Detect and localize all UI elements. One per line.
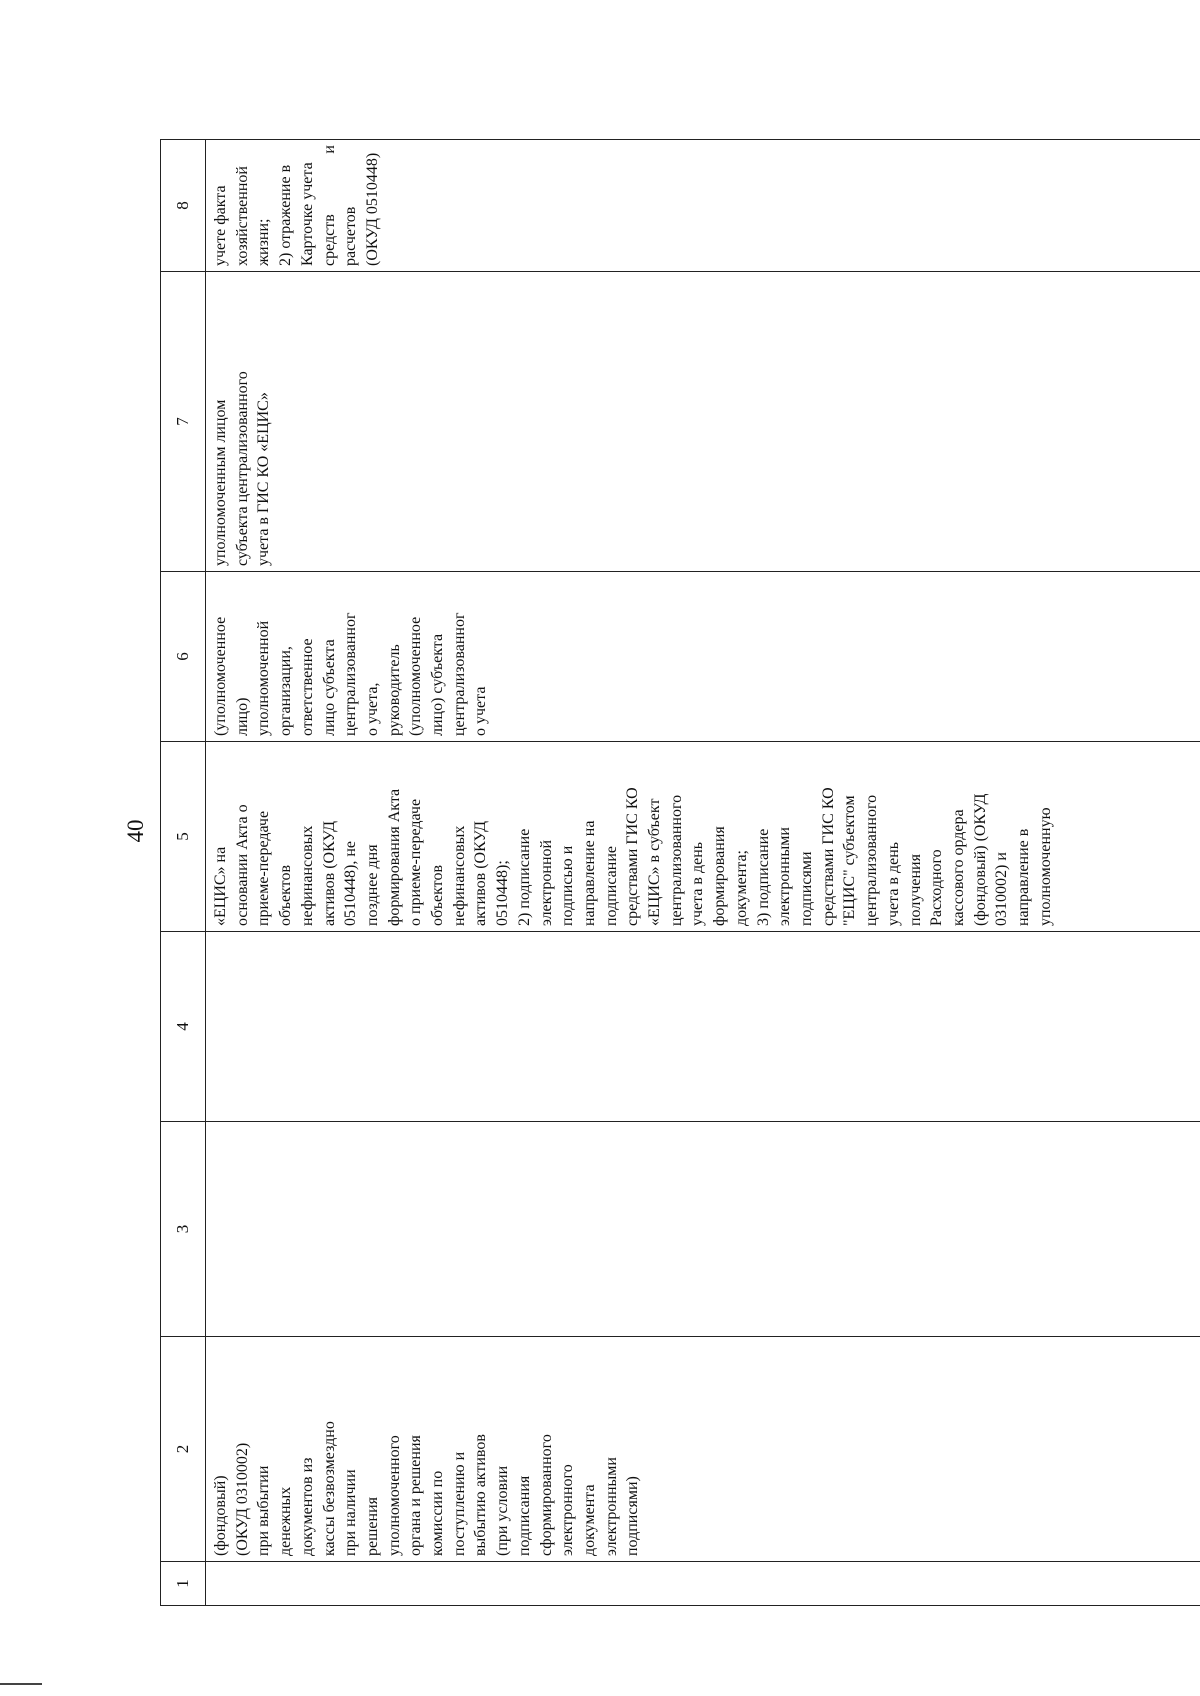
col-header-6: 6 (161, 572, 206, 742)
col-header-7: 7 (161, 272, 206, 572)
col-header-1: 1 (161, 1562, 206, 1606)
rotated-table-page (160, 140, 1200, 1606)
header-row (161, 140, 206, 1606)
cell-col-2: (фондовый) (ОКУД 0310002) при выбытии денежных документов из кассы безвозмездно при наличии решения уполномоченного органа и решения комиссии по поступлению и выбытию активов (при условии подписания сформированного электронного документа электронными подписями) (206, 1337, 1200, 1562)
scan-edge-mark (0, 1683, 42, 1685)
cell-col-6: (уполномоченное лицо) уполномоченной организации, ответственное лицо субъекта централизованног о учета, руководитель (уполномоченное лицо) субъекта централизованног о учета (206, 572, 1200, 742)
table-row (206, 140, 1200, 1606)
cell-col-7: уполномоченным лицом субъекта централизованного учета в ГИС КО «ЕЦИС» (206, 272, 1200, 572)
col-header-3: 3 (161, 1122, 206, 1337)
document-table (160, 139, 1200, 1606)
cell-col-3 (206, 1122, 1200, 1337)
col-header-2: 2 (161, 1337, 206, 1562)
cell-col-5: «ЕЦИС» на основании Акта о приеме-передаче объектов нефинансовых активов (ОКУД 0510448), не позднее дня формирования Акта о приеме-передаче объектов нефинансовых активов (ОКУД 0510448); 2) подписание электронной подписью и направление на подписание средствами ГИС КО «ЕЦИС» в субъект централизованного учета в день формирования документа; 3) подписание электронными подписями средствами ГИС КО "ЕЦИС" субъектом централизованного учета в день получения Расходного кассового ордера (фондовый) (ОКУД 0310002) и направление в уполномоченную (206, 742, 1200, 932)
page-number: 40 (123, 819, 148, 843)
col-header-5: 5 (161, 742, 206, 932)
col-header-8: 8 (161, 140, 206, 272)
cell-col-8: учете факта хозяйственной жизни; 2) отражение в Карточке учета средств и расчетов (ОКУД 0510448) (206, 140, 1200, 272)
cell-col-1 (206, 1562, 1200, 1606)
col-header-4: 4 (161, 932, 206, 1122)
cell-col-4 (206, 932, 1200, 1122)
